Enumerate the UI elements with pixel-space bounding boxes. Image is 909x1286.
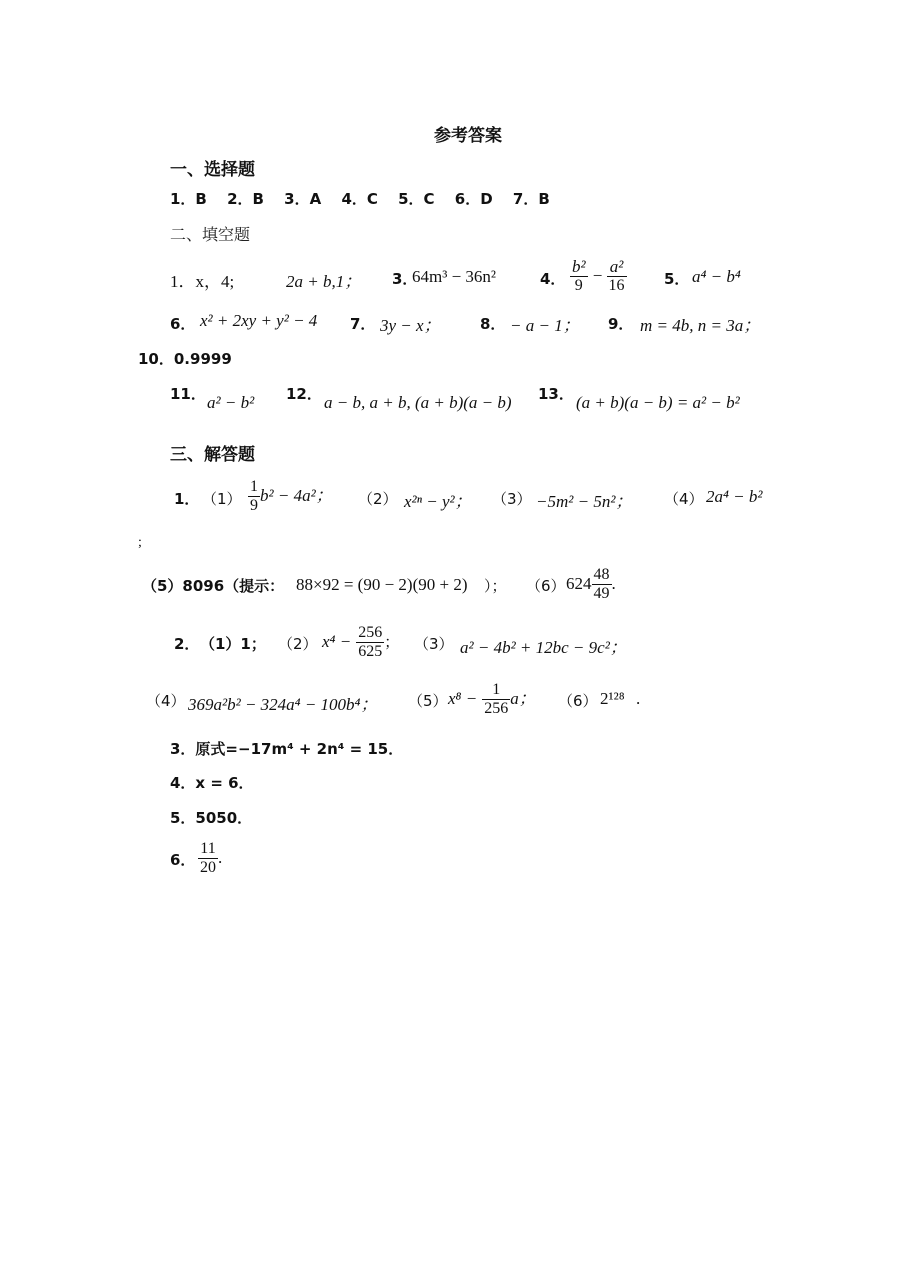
- frac-den: 49: [593, 585, 610, 602]
- q2-part3-label: （3）: [414, 635, 454, 653]
- frac-num: 1: [250, 478, 258, 495]
- q2-part2-label: （2）: [278, 635, 318, 653]
- q1-part5-end: ）；: [484, 577, 507, 595]
- solve-q3: 3．原式=−17m⁴ + 2n⁴ = 15．: [170, 740, 404, 758]
- q2-part3: a² − 4b² + 12bc − 9c²；: [460, 638, 627, 657]
- q2-num: 2．: [174, 635, 200, 653]
- fill-num-13: 13．: [538, 385, 574, 403]
- fill-num-3: 3．: [392, 270, 418, 288]
- fill-num-9: 9．: [608, 315, 634, 333]
- fill-answer-4: $\frac{\text{b²}}{9}$ − $\frac{\text{a²}}{16}$: [572, 257, 625, 294]
- fill-num-11: 11．: [170, 385, 206, 403]
- q1-part1-text: b² − 4a²；: [260, 486, 333, 505]
- q2-part5: [448, 681, 536, 718]
- fill-answer-12: a − b, a + b, (a + b)(a − b): [324, 393, 512, 412]
- choice-answers: 1．B 2．B 3．A 4．C 5．C 6．D 7．B: [170, 190, 550, 208]
- q1-part5-label: （5）8096（提示：: [142, 577, 285, 595]
- q1-part5: 88×92 = (90 − 2)(90 + 2): [296, 575, 468, 594]
- fill-num-6: 6．: [170, 315, 196, 333]
- q2-part4-label: （4）: [146, 692, 186, 710]
- q1-num: 1．: [174, 490, 200, 508]
- q2-part1: （1）1；: [200, 635, 266, 653]
- fill-answer-2: 2a + b,1；: [286, 272, 362, 291]
- frac-num: 11: [198, 840, 218, 859]
- q2-part6-end: .: [636, 689, 641, 708]
- fill-answer-11: a² − b²: [207, 393, 255, 412]
- q1-part6-end: .: [611, 574, 616, 593]
- q2-part4: 369a²b² − 324a⁴ − 100b⁴；: [188, 695, 378, 714]
- fill-num-4: 4．: [540, 270, 566, 288]
- frac-num: 1: [482, 681, 510, 700]
- fill-answer-9: m = 4b, n = 3a；: [640, 316, 761, 335]
- q6-num: 6．: [170, 851, 196, 869]
- frac-den: 16: [608, 277, 625, 294]
- fill-answer-1: 1．x，4;: [170, 272, 235, 291]
- frac-num: a²: [607, 258, 627, 277]
- q1-semicolon: ;: [138, 535, 142, 550]
- q1-part2: x²ⁿ − y²；: [404, 492, 472, 511]
- q1-part4: 2a⁴ − b²: [706, 487, 763, 506]
- fill-answer-10: 10．0.9999: [138, 350, 232, 368]
- frac-num: 48: [593, 566, 610, 583]
- q2-part2: [322, 624, 399, 661]
- q2-part5-b: a；: [510, 689, 536, 708]
- q1-part6-label: （6）: [526, 577, 566, 595]
- fill-num-7: 7．: [350, 315, 376, 333]
- q1-part2-label: （2）: [358, 490, 398, 508]
- fill-answer-3: 64m³ − 36n²: [412, 267, 497, 286]
- fill-answer-13: (a + b)(a − b) = a² − b²: [576, 393, 740, 412]
- page-title: 参考答案: [434, 126, 502, 146]
- frac-den: 9: [574, 277, 583, 294]
- q2-part2-a: x⁴ −: [322, 632, 352, 651]
- mixed-whole: 624: [566, 574, 592, 593]
- q6-answer: [198, 840, 222, 877]
- frac-den: 256: [484, 700, 509, 717]
- q1-part1-label: （1）: [202, 490, 242, 508]
- frac-den: 20: [200, 859, 216, 876]
- fill-answer-7: 3y − x；: [380, 316, 441, 335]
- section-heading-solve: 三、解答题: [170, 445, 255, 465]
- solve-q5: 5．5050．: [170, 809, 253, 827]
- q2-part6-label: （6）: [558, 692, 598, 710]
- frac-num: 256: [358, 624, 383, 641]
- fill-answer-8: − a − 1；: [510, 316, 580, 335]
- q1-part3: −5m² − 5n²；: [536, 492, 633, 511]
- fill-num-8: 8．: [480, 315, 506, 333]
- q2-part2-end: ；: [384, 633, 400, 651]
- q2-part5-a: x⁸ −: [448, 689, 478, 708]
- section-heading-choice: 一、选择题: [170, 160, 255, 180]
- fill-num-5: 5．: [664, 270, 690, 288]
- frac-den: 625: [358, 643, 383, 660]
- frac-den: 9: [250, 497, 258, 514]
- fill-num-12: 12．: [286, 385, 322, 403]
- q1-part6: [566, 566, 616, 603]
- q2-part5-label: （5）: [408, 692, 448, 710]
- q1-part3-label: （3）: [492, 490, 532, 508]
- section-heading-fill: 二、填空题: [170, 225, 251, 244]
- frac-num: b²: [572, 257, 586, 276]
- fill-answer-5: a⁴ − b⁴: [692, 267, 741, 286]
- solve-q4: 4．x = 6．: [170, 774, 254, 792]
- q6-end: .: [218, 848, 223, 867]
- q1-part4-label: （4）: [664, 490, 704, 508]
- q1-part1: [248, 478, 333, 515]
- fill-answer-6: x² + 2xy + y² − 4: [200, 311, 318, 330]
- q2-part6: 2¹²⁸: [600, 689, 625, 708]
